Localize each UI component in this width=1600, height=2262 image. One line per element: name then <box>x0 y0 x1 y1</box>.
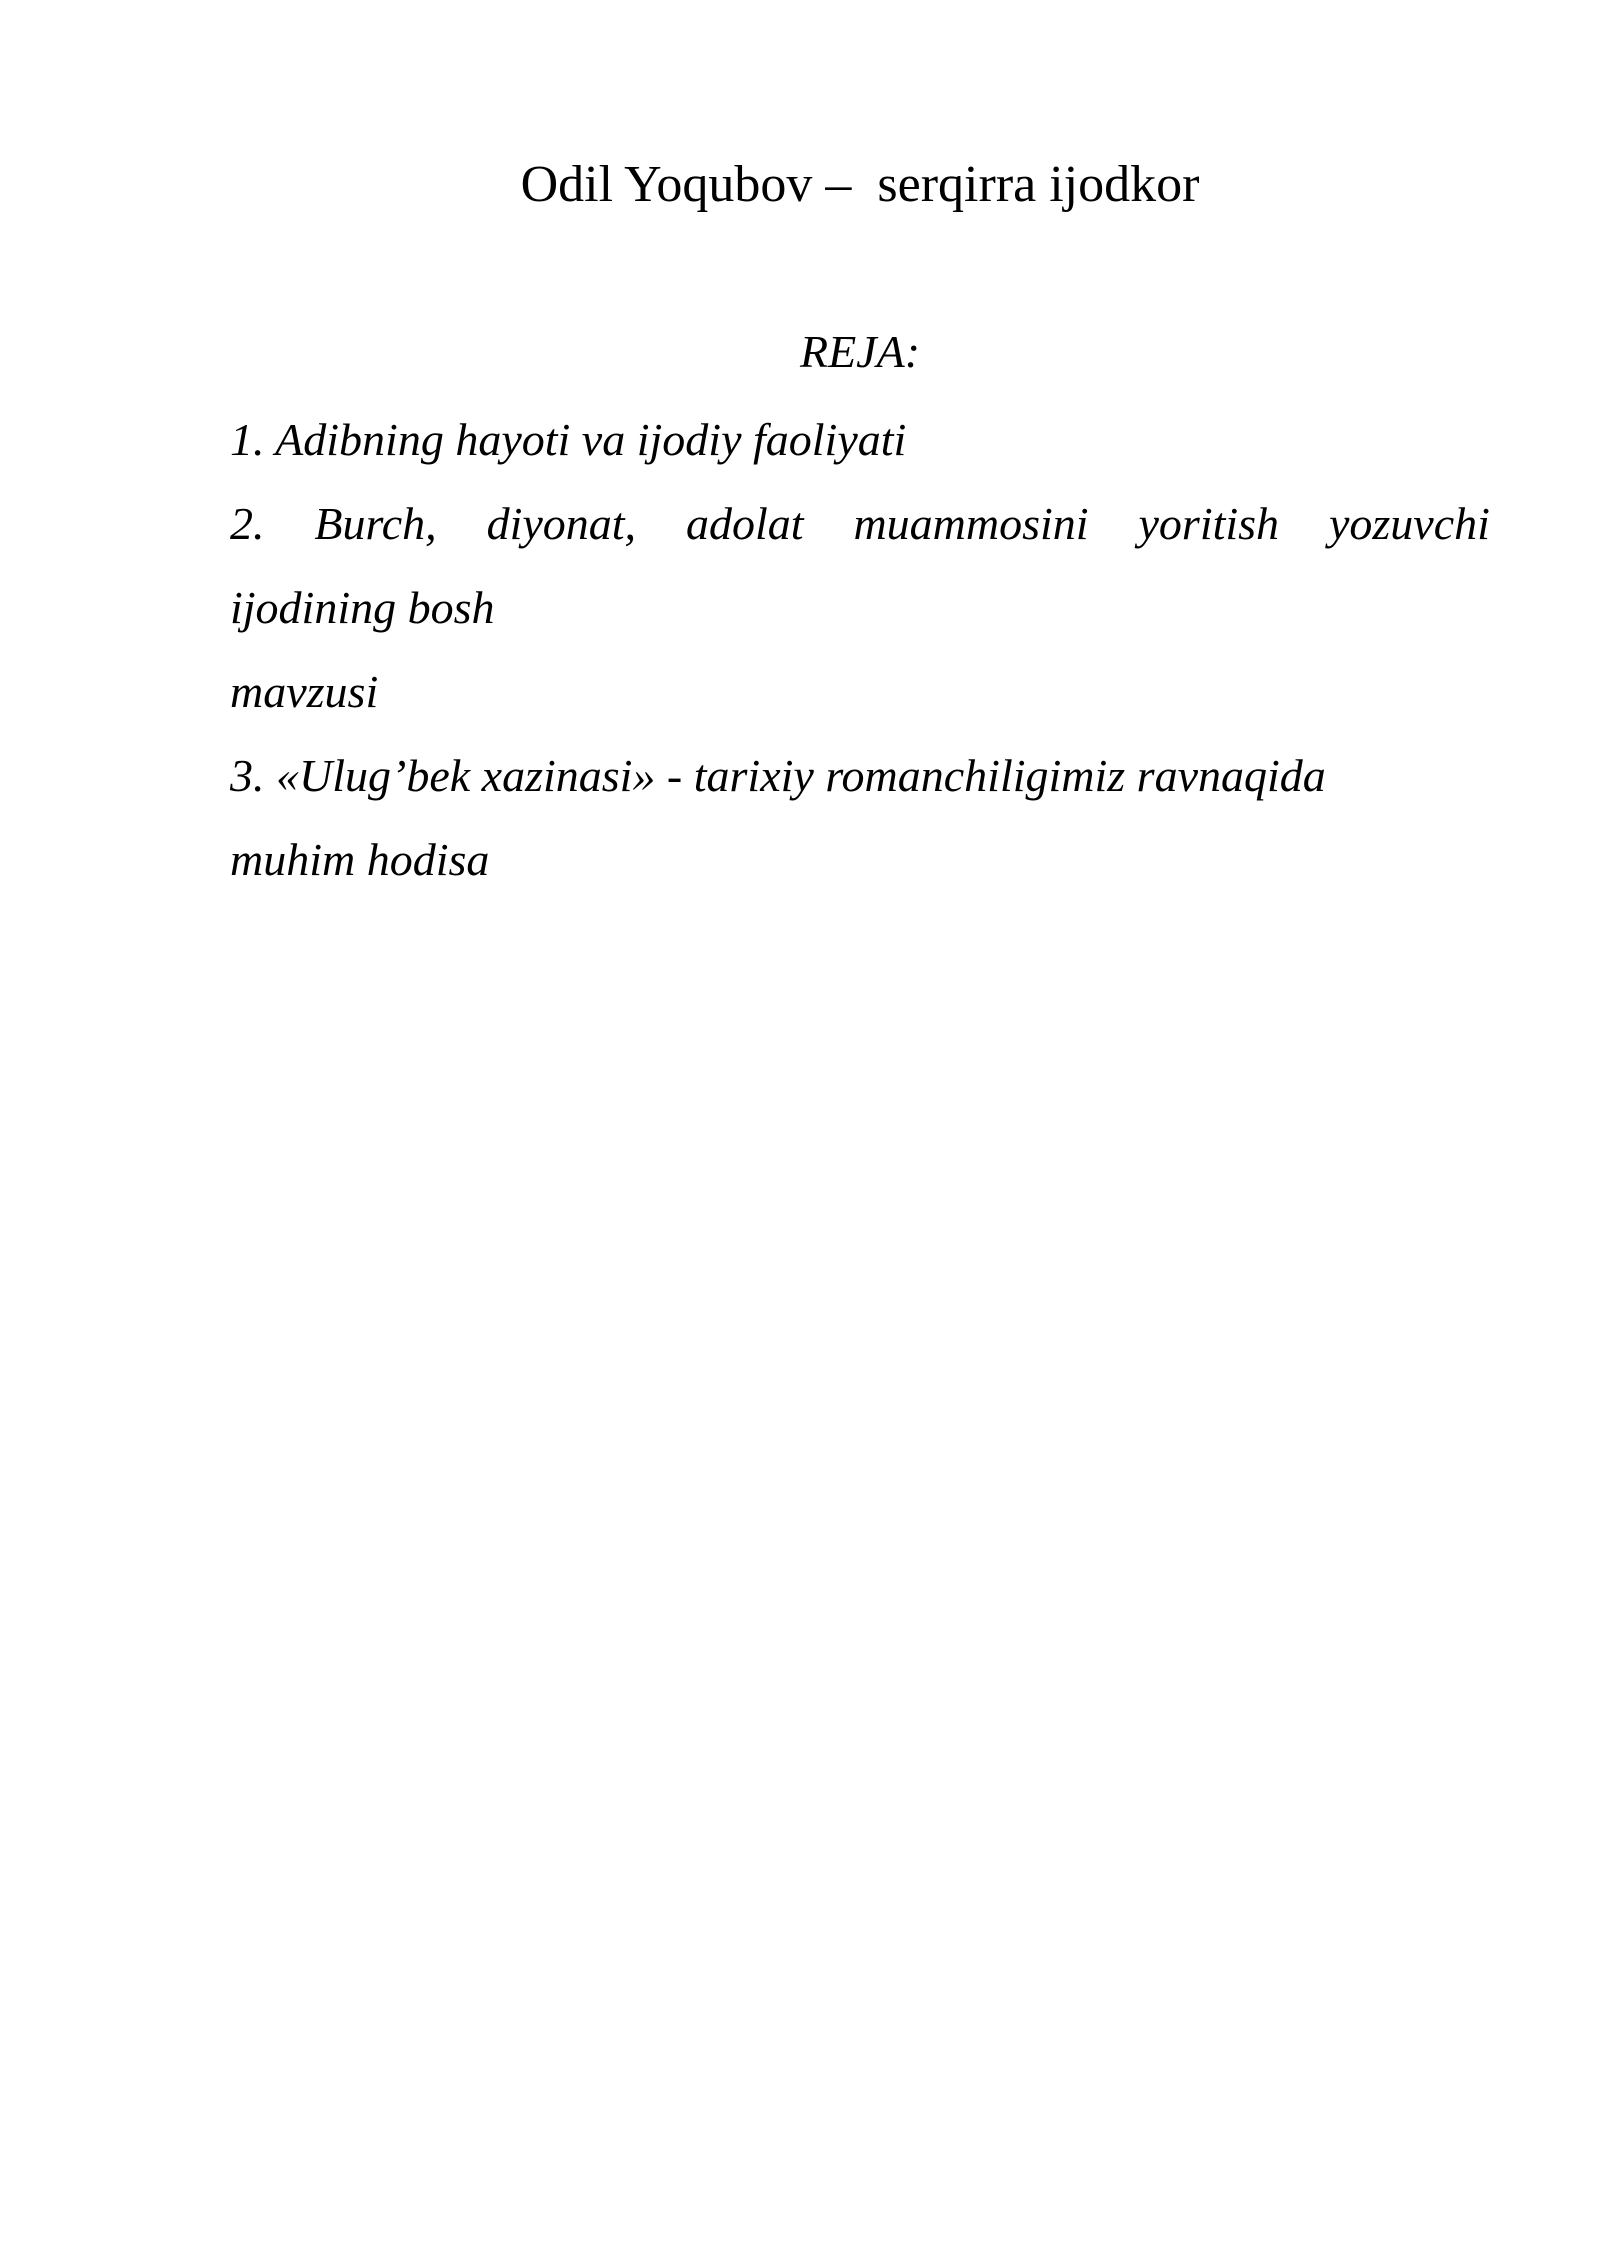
plan-item-3-line-2: muhim hodisa <box>230 834 490 885</box>
plan-item-2-line-1-word: yozuvchi <box>1328 498 1490 549</box>
plan-item-2-line-1-word: diyonat, <box>486 498 637 549</box>
plan-item-2-line-2: ijodining bosh <box>230 582 495 633</box>
plan-item-2-line-1-word: yoritish <box>1138 498 1280 549</box>
plan-item-2-line-1 <box>230 482 1490 566</box>
plan-item-2-line-1-word: 2. <box>230 498 265 549</box>
plan-heading: REJA: <box>799 326 921 377</box>
plan-item-2-line-1-word: muammosini <box>853 498 1089 549</box>
plan-item-1-line-1: 1. Adibning hayoti va ijodiy faoliyati <box>230 414 907 465</box>
plan-list <box>230 398 1490 902</box>
plan-item-2-line-3: mavzusi <box>230 666 379 717</box>
plan-item-2-line-1-word: Burch, <box>314 498 437 549</box>
plan-item-3-line-1: 3. «Ulug’bek xazinasi» - tarixiy romanchiligimiz ravnaqida <box>230 750 1326 801</box>
document-title: Odil Yoqubov – serqirra ijodkor <box>520 156 1200 213</box>
plan-item-2-line-1-word: adolat <box>685 498 804 549</box>
